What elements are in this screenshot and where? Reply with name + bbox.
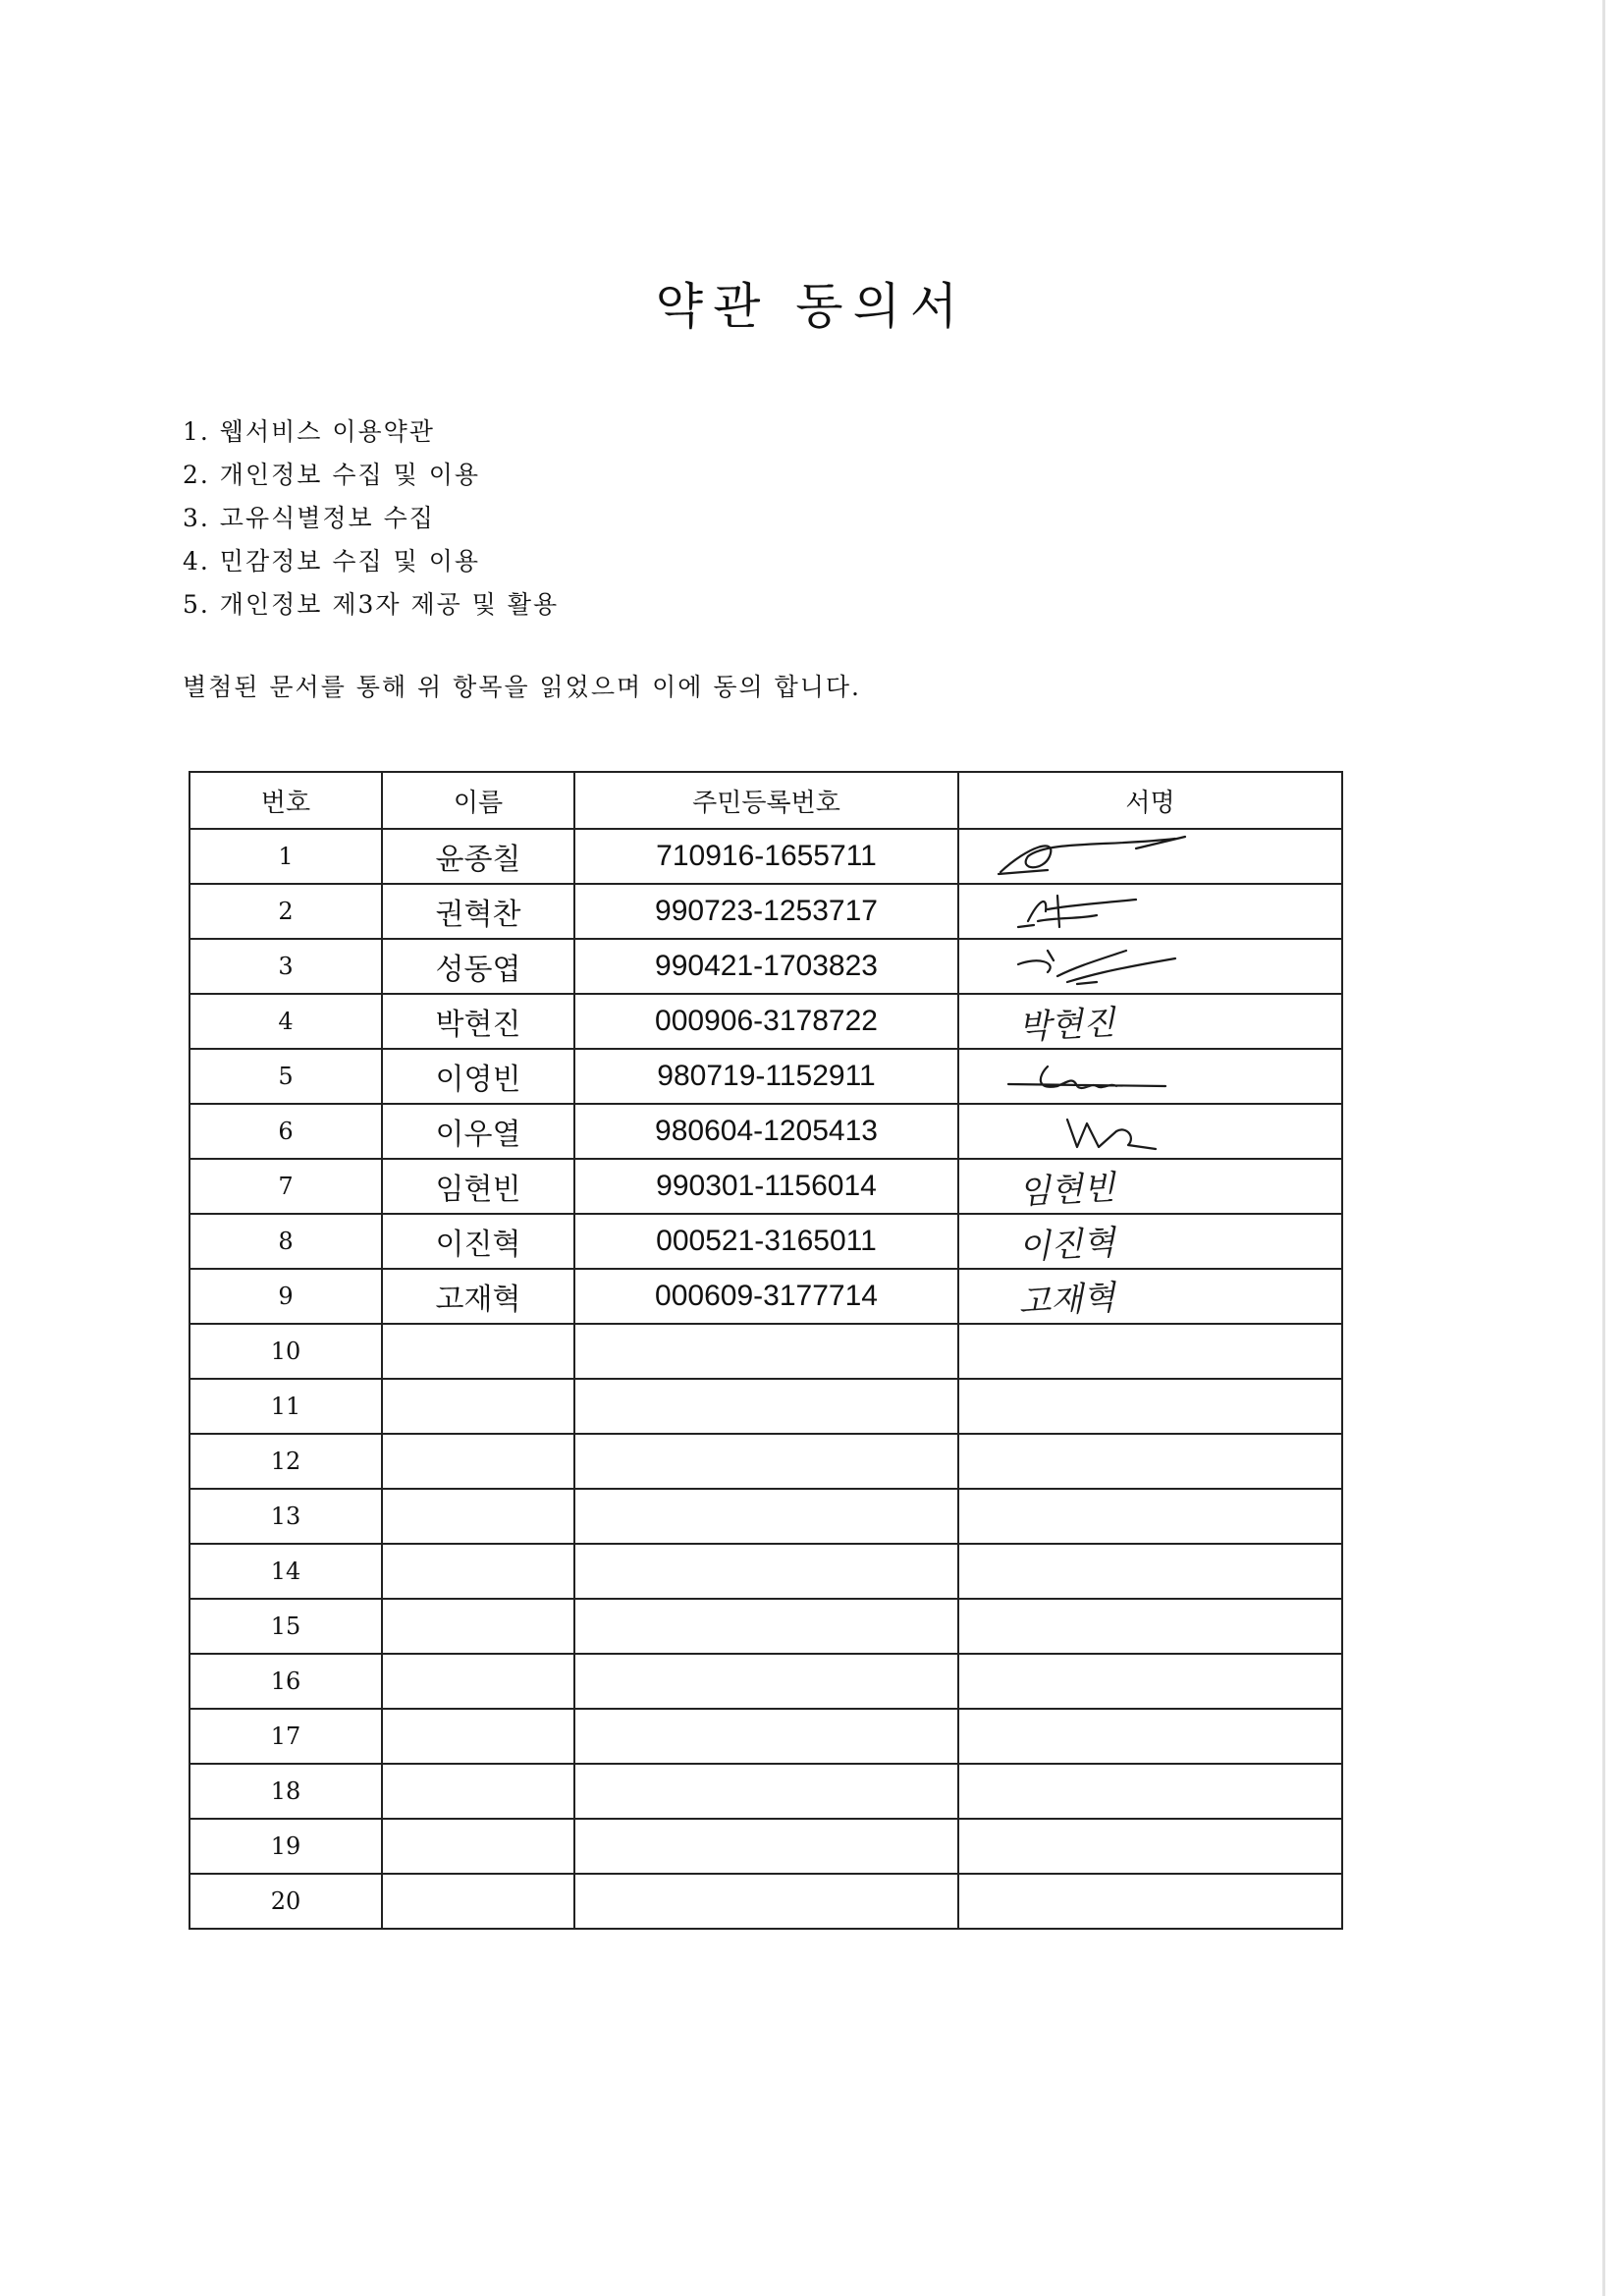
row-number: 18 — [189, 1764, 382, 1819]
row-name: 고재혁 — [382, 1269, 574, 1324]
row-name — [382, 1434, 574, 1489]
table-row — [189, 1544, 1342, 1599]
row-resident-id — [574, 1654, 958, 1709]
row-signature — [958, 1654, 1342, 1709]
row-resident-id — [574, 1709, 958, 1764]
table-row — [189, 1324, 1342, 1379]
table-row — [189, 1434, 1342, 1489]
table-row — [189, 1874, 1342, 1929]
row-name — [382, 1544, 574, 1599]
list-item: 5. 개인정보 제3자 제공 및 활용 — [183, 590, 560, 619]
handwritten-signature — [989, 1264, 1205, 1329]
row-signature — [958, 1874, 1342, 1929]
row-signature — [958, 829, 1342, 884]
row-number: 6 — [189, 1104, 382, 1159]
table-row — [189, 1214, 1342, 1269]
row-name: 성동엽 — [382, 939, 574, 994]
row-signature — [958, 1324, 1342, 1379]
row-resident-id — [574, 1324, 958, 1379]
row-name — [382, 1654, 574, 1709]
table-row — [189, 1599, 1342, 1654]
row-name: 박현진 — [382, 994, 574, 1049]
svg-text:이진혁: 이진혁 — [1017, 1223, 1116, 1268]
table-row — [189, 939, 1342, 994]
row-signature — [958, 994, 1342, 1049]
row-name: 이우열 — [382, 1104, 574, 1159]
row-name — [382, 1489, 574, 1544]
row-resident-id: 990301-1156014 — [574, 1159, 958, 1214]
row-number: 8 — [189, 1214, 382, 1269]
row-number: 20 — [189, 1874, 382, 1929]
list-item: 1. 웹서비스 이용약관 — [183, 417, 435, 446]
row-resident-id: 000521-3165011 — [574, 1214, 958, 1269]
row-number: 3 — [189, 939, 382, 994]
row-signature — [958, 1104, 1342, 1159]
row-number: 1 — [189, 829, 382, 884]
row-signature — [958, 1379, 1342, 1434]
svg-text:임현빈: 임현빈 — [1017, 1168, 1116, 1213]
table-row — [189, 1159, 1342, 1214]
row-signature — [958, 1819, 1342, 1874]
row-signature — [958, 1434, 1342, 1489]
row-signature — [958, 1214, 1342, 1269]
row-resident-id — [574, 1874, 958, 1929]
row-number: 9 — [189, 1269, 382, 1324]
table-row — [189, 1764, 1342, 1819]
row-number: 15 — [189, 1599, 382, 1654]
row-number: 17 — [189, 1709, 382, 1764]
row-resident-id: 990723-1253717 — [574, 884, 958, 939]
row-name: 임현빈 — [382, 1159, 574, 1214]
table-row — [189, 1819, 1342, 1874]
row-number: 13 — [189, 1489, 382, 1544]
row-number: 14 — [189, 1544, 382, 1599]
row-resident-id — [574, 1544, 958, 1599]
svg-text:고재혁: 고재혁 — [1017, 1278, 1116, 1323]
row-number: 12 — [189, 1434, 382, 1489]
row-signature — [958, 1709, 1342, 1764]
row-name — [382, 1709, 574, 1764]
table-header-row — [189, 772, 1342, 829]
row-name: 이영빈 — [382, 1049, 574, 1104]
row-signature — [958, 1764, 1342, 1819]
row-number: 16 — [189, 1654, 382, 1709]
agreement-statement: 별첨된 문서를 통해 위 항목을 읽었으며 이에 동의 합니다. — [183, 673, 861, 701]
row-signature — [958, 1599, 1342, 1654]
row-resident-id — [574, 1819, 958, 1874]
header-number: 번호 — [189, 772, 382, 829]
row-name — [382, 1764, 574, 1819]
table-row — [189, 1104, 1342, 1159]
row-resident-id — [574, 1764, 958, 1819]
svg-text:박현진: 박현진 — [1017, 1003, 1116, 1048]
row-signature — [958, 939, 1342, 994]
row-resident-id: 990421-1703823 — [574, 939, 958, 994]
table-row — [189, 884, 1342, 939]
row-name — [382, 1324, 574, 1379]
scan-edge — [1602, 0, 1605, 2296]
header-name: 이름 — [382, 772, 574, 829]
row-resident-id: 980719-1152911 — [574, 1049, 958, 1104]
row-name: 이진혁 — [382, 1214, 574, 1269]
row-number: 10 — [189, 1324, 382, 1379]
row-name — [382, 1819, 574, 1874]
row-resident-id: 980604-1205413 — [574, 1104, 958, 1159]
table-row — [189, 1269, 1342, 1324]
row-name — [382, 1874, 574, 1929]
row-signature — [958, 1489, 1342, 1544]
row-signature — [958, 884, 1342, 939]
row-number: 19 — [189, 1819, 382, 1874]
terms-list — [183, 410, 559, 627]
row-signature — [958, 1269, 1342, 1324]
row-resident-id: 000609-3177714 — [574, 1269, 958, 1324]
row-resident-id — [574, 1489, 958, 1544]
row-signature — [958, 1544, 1342, 1599]
list-item: 4. 민감정보 수집 및 이용 — [183, 547, 480, 575]
row-name: 윤종칠 — [382, 829, 574, 884]
header-resident-id: 주민등록번호 — [574, 772, 958, 829]
table-row — [189, 829, 1342, 884]
row-name: 권혁찬 — [382, 884, 574, 939]
table-row — [189, 1654, 1342, 1709]
row-resident-id — [574, 1379, 958, 1434]
row-resident-id — [574, 1599, 958, 1654]
row-number: 5 — [189, 1049, 382, 1104]
table-row — [189, 1489, 1342, 1544]
header-signature: 서명 — [958, 772, 1342, 829]
row-number: 2 — [189, 884, 382, 939]
page-title: 약관 동의서 — [655, 277, 968, 335]
row-number: 4 — [189, 994, 382, 1049]
table-row — [189, 1049, 1342, 1104]
row-signature — [958, 1049, 1342, 1104]
table-row — [189, 1379, 1342, 1434]
row-resident-id — [574, 1434, 958, 1489]
table-row — [189, 1709, 1342, 1764]
list-item: 3. 고유식별정보 수집 — [183, 504, 435, 532]
row-number: 7 — [189, 1159, 382, 1214]
row-signature — [958, 1159, 1342, 1214]
row-name — [382, 1599, 574, 1654]
row-resident-id: 710916-1655711 — [574, 829, 958, 884]
signature-table — [189, 771, 1343, 1930]
row-name — [382, 1379, 574, 1434]
table-row — [189, 994, 1342, 1049]
row-resident-id: 000906-3178722 — [574, 994, 958, 1049]
row-number: 11 — [189, 1379, 382, 1434]
list-item: 2. 개인정보 수집 및 이용 — [183, 461, 480, 489]
